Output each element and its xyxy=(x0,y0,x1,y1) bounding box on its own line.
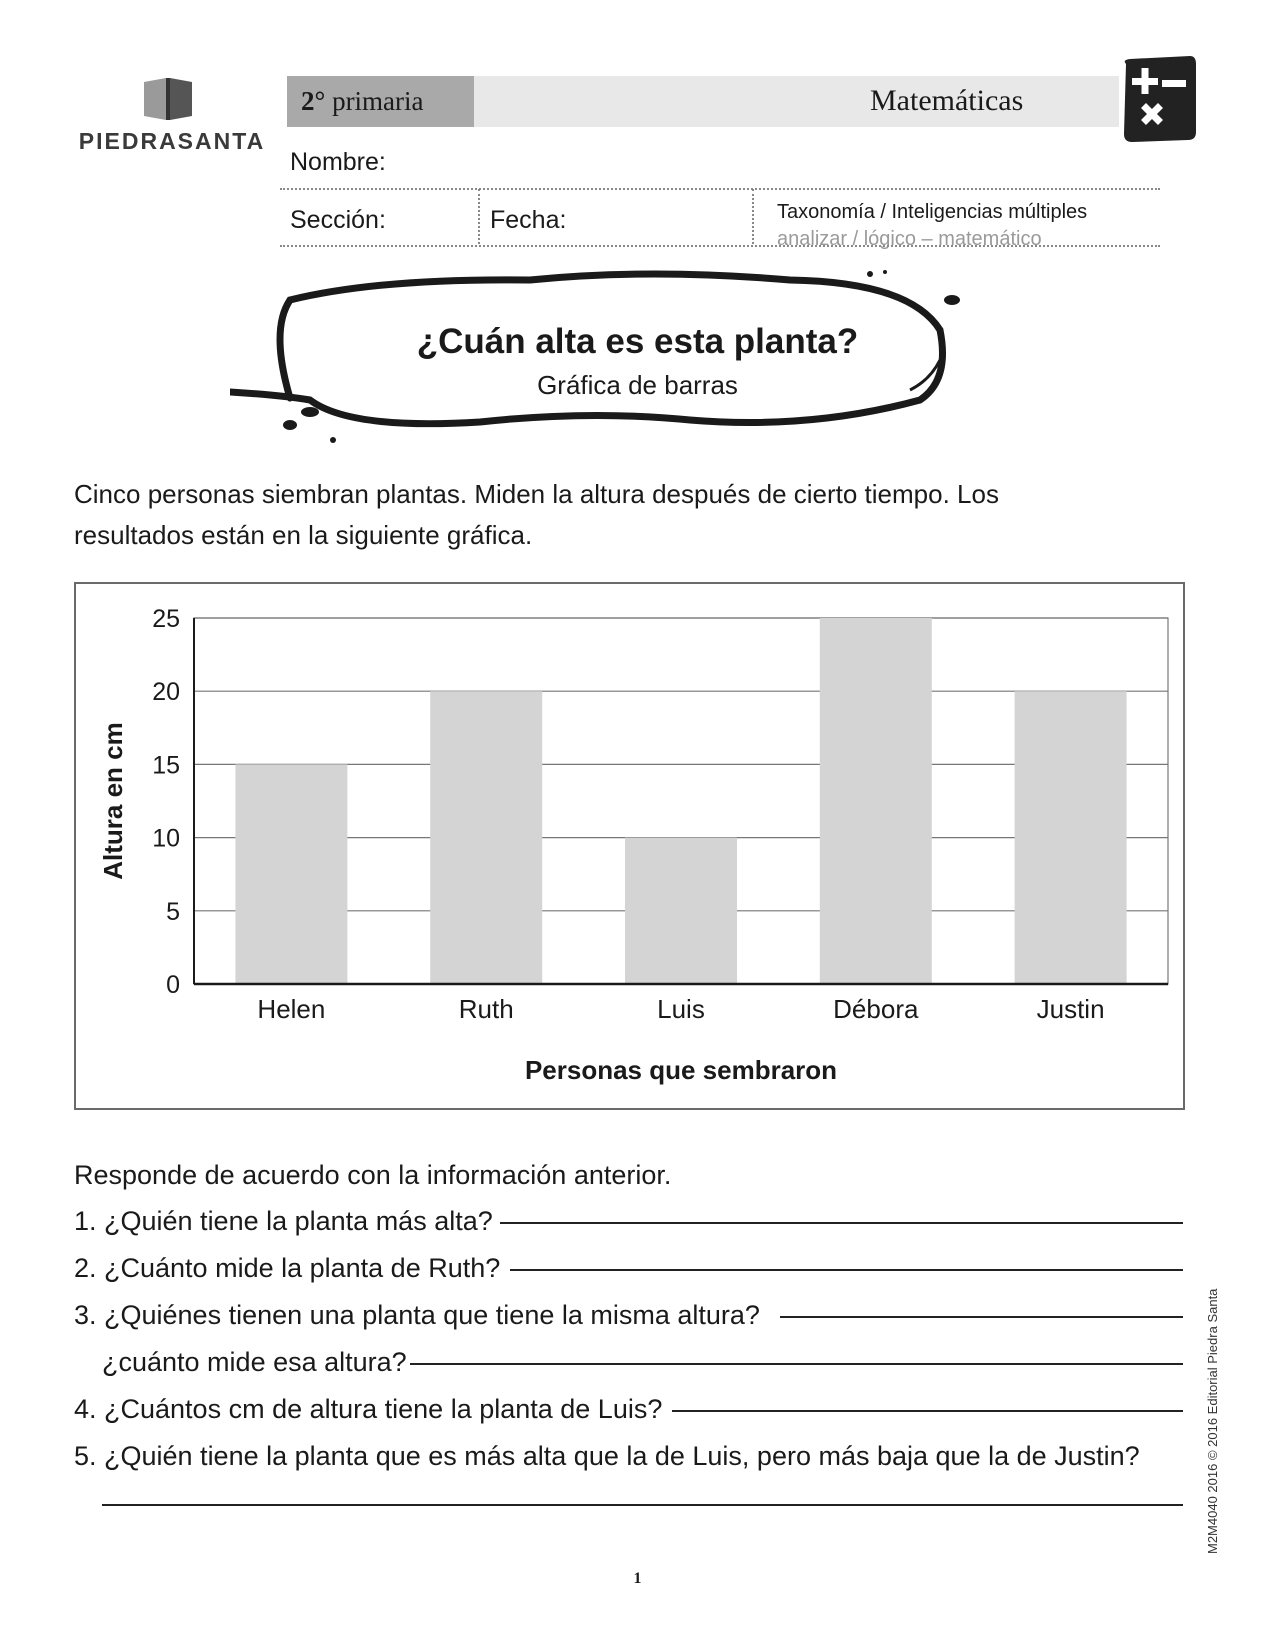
x-tick-label: Débora xyxy=(833,994,919,1024)
taxonomy-title: Taxonomía / Inteligencias múltiples xyxy=(777,201,1088,223)
y-tick-label: 0 xyxy=(166,971,180,999)
question-3: 3. ¿Quiénes tienen una planta que tiene la misma altura? xyxy=(74,1300,760,1330)
section-divider xyxy=(478,189,480,244)
bar xyxy=(625,838,737,984)
answer-line-2[interactable] xyxy=(510,1269,1183,1271)
x-tick-label: Helen xyxy=(257,994,326,1024)
bar-chart xyxy=(74,582,1185,1110)
name-label: Nombre: xyxy=(290,148,386,176)
question-4: 4. ¿Cuántos cm de altura tiene la planta de Luis? xyxy=(74,1394,663,1424)
intro-line-1: Cinco personas siembran plantas. Miden la altura después de cierto tiempo. Los xyxy=(74,479,999,509)
grade-label xyxy=(287,76,474,127)
date-label: Fecha: xyxy=(490,206,567,234)
answer-line-5[interactable] xyxy=(102,1504,1183,1506)
intro-paragraph xyxy=(74,474,1194,556)
date-divider xyxy=(752,189,754,244)
x-tick-label: Luis xyxy=(657,994,705,1024)
y-tick-label: 15 xyxy=(152,751,180,780)
question-2: 2. ¿Cuánto mide la planta de Ruth? xyxy=(74,1253,501,1283)
bar xyxy=(430,691,542,984)
x-tick-label: Justin xyxy=(1036,994,1105,1024)
publisher-name: PIEDRASANTA xyxy=(78,128,266,154)
grade-number: 2° xyxy=(301,86,326,116)
x-tick-label: Ruth xyxy=(458,994,514,1024)
section-label: Sección: xyxy=(290,206,386,234)
title-brush-frame xyxy=(230,270,990,460)
subject-title: Matemáticas xyxy=(870,84,1024,117)
worksheet-title: ¿Cuán alta es esta planta? xyxy=(416,322,859,361)
answer-line-1[interactable] xyxy=(500,1222,1183,1224)
y-axis-title: Altura en cm xyxy=(98,722,128,880)
worksheet-subtitle: Gráfica de barras xyxy=(537,370,738,400)
answer-line-4[interactable] xyxy=(672,1410,1183,1412)
bar xyxy=(1015,691,1127,984)
taxonomy-values: analizar / lógico – matemático xyxy=(777,228,1042,250)
answer-line-3b[interactable] xyxy=(410,1363,1183,1365)
question-5: 5. ¿Quién tiene la planta que es más alta que la de Luis, pero más baja que la de Justin? xyxy=(74,1441,1140,1471)
bar xyxy=(820,618,932,984)
answer-line-3[interactable] xyxy=(780,1316,1183,1318)
y-tick-label: 25 xyxy=(152,605,180,633)
header-bottom-divider xyxy=(280,245,1160,247)
intro-line-2: resultados están en la siguiente gráfica. xyxy=(74,520,533,550)
name-divider xyxy=(280,188,1160,190)
page-number: 1 xyxy=(633,1570,642,1587)
book-logo-icon xyxy=(140,76,196,122)
publisher-logo xyxy=(72,74,272,164)
y-tick-label: 20 xyxy=(152,678,180,707)
question-3b: ¿cuánto mide esa altura? xyxy=(102,1347,407,1377)
math-operations-icon xyxy=(1118,56,1198,142)
questions-intro: Responde de acuerdo con la información anterior. xyxy=(74,1160,672,1190)
x-axis-title: Personas que sembraron xyxy=(524,1055,838,1085)
question-1: 1. ¿Quién tiene la planta más alta? xyxy=(74,1206,493,1236)
grade-text: primaria xyxy=(332,86,424,116)
y-tick-label: 10 xyxy=(152,824,180,853)
copyright-code: M2M4040 2016 © 2016 Editorial Piedra Santa xyxy=(1205,1288,1220,1554)
y-tick-label: 5 xyxy=(166,897,180,926)
bar xyxy=(235,764,347,984)
